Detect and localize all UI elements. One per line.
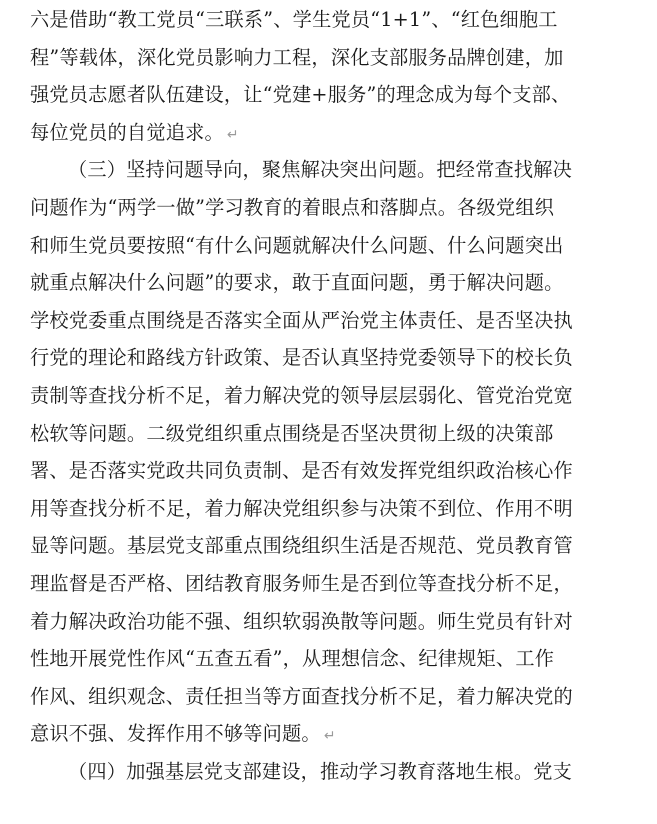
text-line (30, 227, 635, 265)
text-line (30, 415, 635, 453)
text-line-content: 显等问题。基层党支部重点围绕组织生活是否规范、党员教育管 (30, 534, 573, 558)
text-line (30, 76, 635, 114)
text-line (30, 753, 635, 791)
paragraph-mark-icon: ↵ (226, 126, 239, 143)
text-line (30, 527, 635, 565)
text-line (30, 678, 635, 716)
text-line-content: 和师生党员要按照“有什么问题就解决什么问题、什么问题突出 (30, 233, 564, 257)
text-line (30, 39, 635, 77)
text-line-content: 学校党委重点围绕是否落实全面从严治党主体责任、是否坚决执 (30, 308, 573, 332)
text-line-content: 责制等查找分析不足，着力解决党的领导层层弱化、管党治党宽 (30, 383, 573, 407)
text-line-content: 署、是否落实党政共同负责制、是否有效发挥党组织政治核心作 (30, 459, 573, 483)
text-line-content: 行党的理论和路线方针政策、是否认真坚持党委领导下的校长负 (30, 346, 573, 370)
text-line (30, 603, 635, 641)
text-line (30, 715, 635, 753)
text-line-content: 程”等载体，深化党员影响力工程，深化支部服务品牌创建，加 (30, 45, 564, 69)
text-line-content: 理监督是否严格、团结教育服务师生是否到位等查找分析不足， (30, 571, 573, 595)
text-line (30, 640, 635, 678)
text-line (30, 151, 635, 189)
text-line (30, 189, 635, 227)
text-line-content: 松软等问题。二级党组织重点围绕是否坚决贯彻上级的决策部 (30, 421, 554, 445)
text-line (30, 565, 635, 603)
text-line-content: 作风、组织观念、责任担当等方面查找分析不足，着力解决党的 (30, 684, 573, 708)
text-line (30, 1, 635, 39)
text-line (30, 114, 635, 152)
text-line (30, 264, 635, 302)
paragraph-mark-icon: ↵ (323, 728, 336, 745)
text-line (30, 377, 635, 415)
text-line-content: 每位党员的自觉追求。 (30, 120, 224, 144)
text-line-content: 性地开展党性作风“五查五看”，从理想信念、纪律规矩、工作 (30, 647, 555, 671)
text-line-content: 着力解决政治功能不强、组织软弱涣散等问题。师生党员有针对 (30, 609, 573, 633)
text-line (30, 490, 635, 528)
text-line-content: 六是借助“教工党员“三联系”、学生党员“1+1”、“红色细胞工 (30, 8, 558, 31)
text-line (30, 452, 635, 490)
text-line-content: 就重点解决什么问题”的要求，敢于直面问题，勇于解决问题。 (30, 271, 564, 295)
text-line-content: 强党员志愿者队伍建设，让“党建+服务”的理念成为每个支部、 (30, 83, 571, 107)
text-line (30, 302, 635, 340)
text-line-content: （三）坚持问题导向，聚焦解决突出问题。把经常查找解决 (68, 158, 573, 182)
text-line-content: 问题作为“两学一做”学习教育的着眼点和落脚点。各级党组织 (30, 195, 555, 219)
text-line-content: （四）加强基层党支部建设，推动学习教育落地生根。党支 (68, 759, 573, 783)
text-line-content: 用等查找分析不足，着力解决党组织参与决策不到位、作用不明 (30, 496, 573, 520)
text-line (30, 339, 635, 377)
text-line-content: 意识不强、发挥作用不够等问题。 (30, 722, 321, 746)
